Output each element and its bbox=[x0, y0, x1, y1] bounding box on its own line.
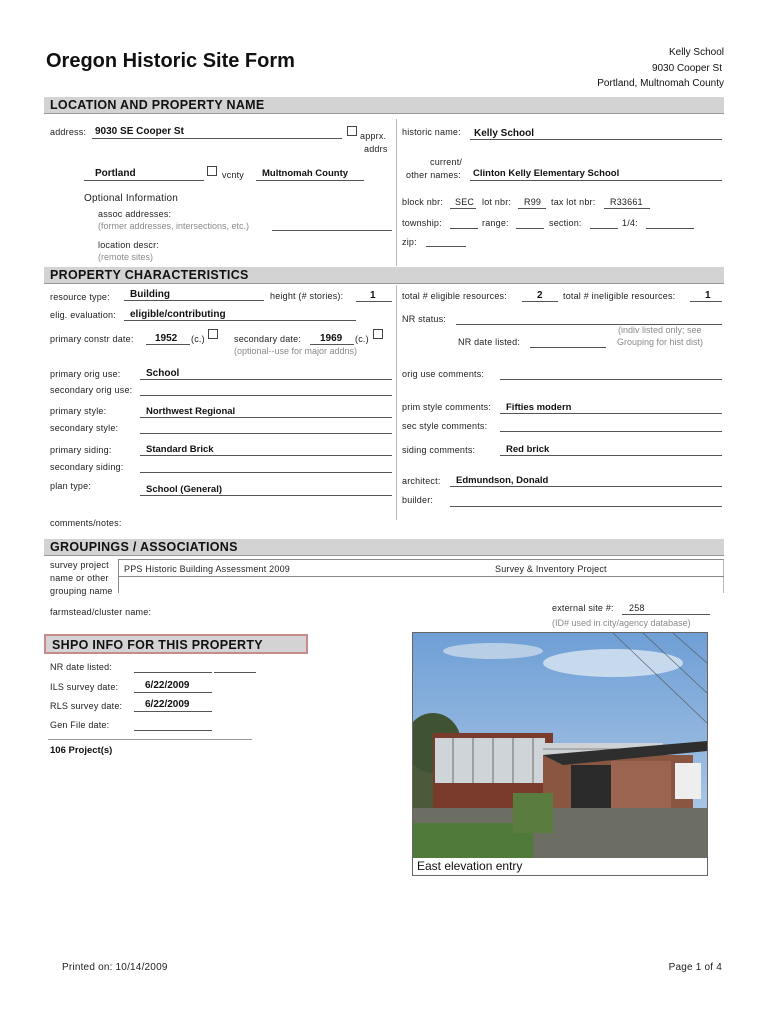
secondary-style-label: secondary style: bbox=[50, 423, 119, 433]
header-site-name: Kelly School bbox=[668, 47, 724, 58]
primary-date-line bbox=[146, 344, 190, 345]
external-site-label: external site #: bbox=[552, 603, 614, 613]
primary-orig-use-line bbox=[140, 379, 392, 380]
vcnty-label: vcnty bbox=[222, 170, 245, 180]
builder-line bbox=[450, 506, 722, 507]
historic-name-line bbox=[470, 139, 722, 140]
shpo-nr-date-line bbox=[134, 672, 212, 673]
secondary-orig-use-line bbox=[140, 395, 392, 396]
rls-value[interactable]: 6/22/2009 bbox=[145, 699, 190, 710]
survey-value[interactable]: PPS Historic Building Assessment 2009 bbox=[124, 564, 290, 574]
property-photo-frame bbox=[412, 632, 708, 876]
taxlot-label: tax lot nbr: bbox=[551, 197, 596, 207]
resource-type-value[interactable]: Building bbox=[130, 289, 170, 300]
section-property-title: PROPERTY CHARACTERISTICS bbox=[50, 268, 249, 282]
assoc-addresses-hint: (former addresses, intersections, etc.) bbox=[98, 221, 250, 231]
secondary-siding-label: secondary siding: bbox=[50, 462, 124, 472]
plan-type-value[interactable]: School (General) bbox=[146, 484, 223, 495]
section-location-title: LOCATION AND PROPERTY NAME bbox=[50, 98, 265, 112]
secondary-date-line bbox=[310, 344, 354, 345]
total-eligible-value[interactable]: 2 bbox=[537, 290, 543, 301]
siding-comments-label: siding comments: bbox=[402, 445, 476, 455]
external-site-value[interactable]: 258 bbox=[629, 603, 645, 613]
rls-label: RLS survey date: bbox=[50, 701, 123, 711]
page-number: Page 1 of 4 bbox=[668, 962, 722, 973]
primary-style-line bbox=[140, 417, 392, 418]
form-title: Oregon Historic Site Form bbox=[46, 50, 295, 72]
optional-info-label: Optional Information bbox=[84, 193, 179, 204]
city-line bbox=[84, 180, 204, 181]
nr-date-listed-line bbox=[530, 347, 606, 348]
section-property-header bbox=[44, 267, 724, 284]
siding-comments-line bbox=[500, 455, 722, 456]
primary-circa-label: (c.) bbox=[191, 334, 205, 344]
total-eligible-line bbox=[522, 301, 558, 302]
secondary-orig-use-label: secondary orig use: bbox=[50, 385, 133, 395]
primary-circa-checkbox[interactable] bbox=[208, 329, 218, 339]
range-label: range: bbox=[482, 218, 509, 228]
siding-comments-value[interactable]: Red brick bbox=[506, 444, 550, 455]
ils-value[interactable]: 6/22/2009 bbox=[145, 680, 190, 691]
section-shpo-title: SHPO INFO FOR THIS PROPERTY bbox=[52, 638, 263, 652]
primary-siding-label: primary siding: bbox=[50, 445, 112, 455]
block-line bbox=[450, 208, 476, 209]
nr-hint-1: (indiv listed only; see bbox=[618, 325, 702, 335]
height-line bbox=[356, 301, 392, 302]
section-groupings-title: GROUPINGS / ASSOCIATIONS bbox=[50, 540, 238, 554]
primary-style-value[interactable]: Northwest Regional bbox=[146, 406, 236, 417]
secondary-date-hint: (optional--use for major addns) bbox=[234, 346, 358, 356]
architect-value[interactable]: Edmundson, Donald bbox=[456, 475, 549, 486]
approx-label-2: addrs bbox=[364, 144, 388, 154]
assoc-addresses-line bbox=[272, 230, 392, 231]
plan-type-line bbox=[140, 495, 392, 496]
survey-label-2: name or other bbox=[50, 573, 109, 583]
current-names-label-1: current/ bbox=[430, 157, 463, 167]
total-ineligible-line bbox=[690, 301, 722, 302]
zip-line bbox=[426, 246, 466, 247]
builder-label: builder: bbox=[402, 495, 434, 505]
primary-style-label: primary style: bbox=[50, 406, 107, 416]
current-names-line bbox=[470, 180, 722, 181]
shpo-nr-date-label: NR date listed: bbox=[50, 662, 113, 672]
lot-line bbox=[518, 208, 546, 209]
sec-style-comments-line bbox=[500, 431, 722, 432]
lot-value[interactable]: R99 bbox=[524, 197, 542, 207]
historic-name-label: historic name: bbox=[402, 127, 461, 137]
quarter-line bbox=[646, 228, 694, 229]
ils-label: ILS survey date: bbox=[50, 682, 119, 692]
county-line bbox=[256, 180, 364, 181]
address-value[interactable]: 9030 SE Cooper St bbox=[95, 126, 184, 137]
height-value[interactable]: 1 bbox=[370, 290, 376, 301]
height-label: height (# stories): bbox=[270, 291, 344, 301]
prim-style-comments-label: prim style comments: bbox=[402, 402, 492, 412]
gen-file-label: Gen File date: bbox=[50, 720, 110, 730]
header-site-city: Portland, Multnomah County bbox=[597, 78, 724, 89]
property-column-divider bbox=[396, 285, 397, 520]
primary-orig-use-label: primary orig use: bbox=[50, 369, 121, 379]
primary-orig-use-value[interactable]: School bbox=[146, 368, 180, 379]
secondary-circa-label: (c.) bbox=[355, 334, 369, 344]
rls-line bbox=[134, 711, 212, 712]
assoc-addresses-label: assoc addresses: bbox=[98, 209, 172, 219]
address-label: address: bbox=[50, 127, 87, 137]
nr-date-listed-label: NR date listed: bbox=[458, 337, 521, 347]
block-value[interactable]: SEC bbox=[455, 197, 475, 207]
township-line bbox=[450, 228, 478, 229]
shpo-nr-date-line-2 bbox=[214, 672, 256, 673]
nr-status-label: NR status: bbox=[402, 314, 447, 324]
secondary-date-label: secondary date: bbox=[234, 334, 302, 344]
farmstead-label: farmstead/cluster name: bbox=[50, 607, 152, 617]
secondary-circa-checkbox[interactable] bbox=[373, 329, 383, 339]
primary-siding-line bbox=[140, 455, 392, 456]
location-descr-label: location descr: bbox=[98, 240, 160, 250]
current-names-value[interactable]: Clinton Kelly Elementary School bbox=[473, 168, 620, 179]
section-location-header bbox=[44, 97, 724, 114]
ils-line bbox=[134, 692, 212, 693]
header-site-address: 9030 Cooper St bbox=[651, 63, 722, 74]
external-site-line bbox=[622, 614, 710, 615]
projects-label: 106 Project(s) bbox=[50, 745, 113, 756]
vcnty-checkbox[interactable] bbox=[207, 166, 217, 176]
property-photo bbox=[413, 633, 707, 858]
orig-use-comments-line bbox=[500, 379, 722, 380]
taxlot-value[interactable]: R33661 bbox=[610, 197, 643, 207]
lot-label: lot nbr: bbox=[482, 197, 512, 207]
city-value[interactable]: Portland bbox=[95, 168, 136, 179]
total-ineligible-value[interactable]: 1 bbox=[705, 290, 711, 301]
architect-line bbox=[450, 486, 722, 487]
printed-on: Printed on: 10/14/2009 bbox=[62, 962, 168, 973]
primary-siding-value[interactable]: Standard Brick bbox=[146, 444, 214, 455]
range-line bbox=[516, 228, 544, 229]
primary-date-label: primary constr date: bbox=[50, 334, 134, 344]
approx-label-1: apprx. bbox=[360, 131, 387, 141]
sec-style-comments-label: sec style comments: bbox=[402, 421, 488, 431]
resource-type-label: resource type: bbox=[50, 292, 110, 302]
comments-notes-label: comments/notes: bbox=[50, 518, 122, 528]
township-label: township: bbox=[402, 218, 442, 228]
section-shpo-header bbox=[44, 634, 308, 654]
orig-use-comments-label: orig use comments: bbox=[402, 369, 485, 379]
external-site-hint: (ID# used in city/agency database) bbox=[552, 618, 691, 628]
photo-caption: East elevation entry bbox=[417, 859, 523, 873]
section-groupings-header bbox=[44, 539, 724, 556]
total-eligible-label: total # eligible resources: bbox=[402, 291, 507, 301]
block-label: block nbr: bbox=[402, 197, 444, 207]
architect-label: architect: bbox=[402, 476, 441, 486]
elig-evaluation-value[interactable]: eligible/contributing bbox=[130, 309, 226, 320]
survey-row-line bbox=[118, 576, 724, 577]
plan-type-label: plan type: bbox=[50, 481, 92, 491]
section-label: section: bbox=[549, 218, 582, 228]
approx-address-checkbox[interactable] bbox=[347, 126, 357, 136]
county-value[interactable]: Multnomah County bbox=[262, 168, 349, 179]
primary-date-value[interactable]: 1952 bbox=[155, 333, 178, 344]
nr-hint-2: Grouping for hist dist) bbox=[617, 337, 704, 347]
shpo-separator bbox=[48, 739, 252, 740]
secondary-date-value[interactable]: 1969 bbox=[320, 333, 343, 344]
gen-file-line bbox=[134, 730, 212, 731]
quarter-label: 1/4: bbox=[622, 218, 638, 228]
section-line bbox=[590, 228, 618, 229]
historic-name-value[interactable]: Kelly School bbox=[474, 128, 535, 139]
address-line bbox=[92, 138, 342, 139]
elig-evaluation-label: elig. evaluation: bbox=[50, 310, 116, 320]
prim-style-comments-value[interactable]: Fifties modern bbox=[506, 402, 572, 413]
secondary-style-line bbox=[140, 433, 392, 434]
total-ineligible-label: total # ineligible resources: bbox=[563, 291, 676, 301]
taxlot-line bbox=[604, 208, 650, 209]
resource-type-line bbox=[124, 300, 264, 301]
survey-type[interactable]: Survey & Inventory Project bbox=[495, 564, 607, 574]
elig-evaluation-line bbox=[124, 320, 356, 321]
current-names-label-2: other names: bbox=[406, 170, 461, 180]
location-descr-hint: (remote sites) bbox=[98, 252, 154, 262]
survey-label-1: survey project bbox=[50, 560, 109, 570]
location-column-divider bbox=[396, 119, 397, 266]
survey-label-3: grouping name bbox=[50, 586, 113, 596]
zip-label: zip: bbox=[402, 237, 417, 247]
prim-style-comments-line bbox=[500, 413, 722, 414]
secondary-siding-line bbox=[140, 472, 392, 473]
